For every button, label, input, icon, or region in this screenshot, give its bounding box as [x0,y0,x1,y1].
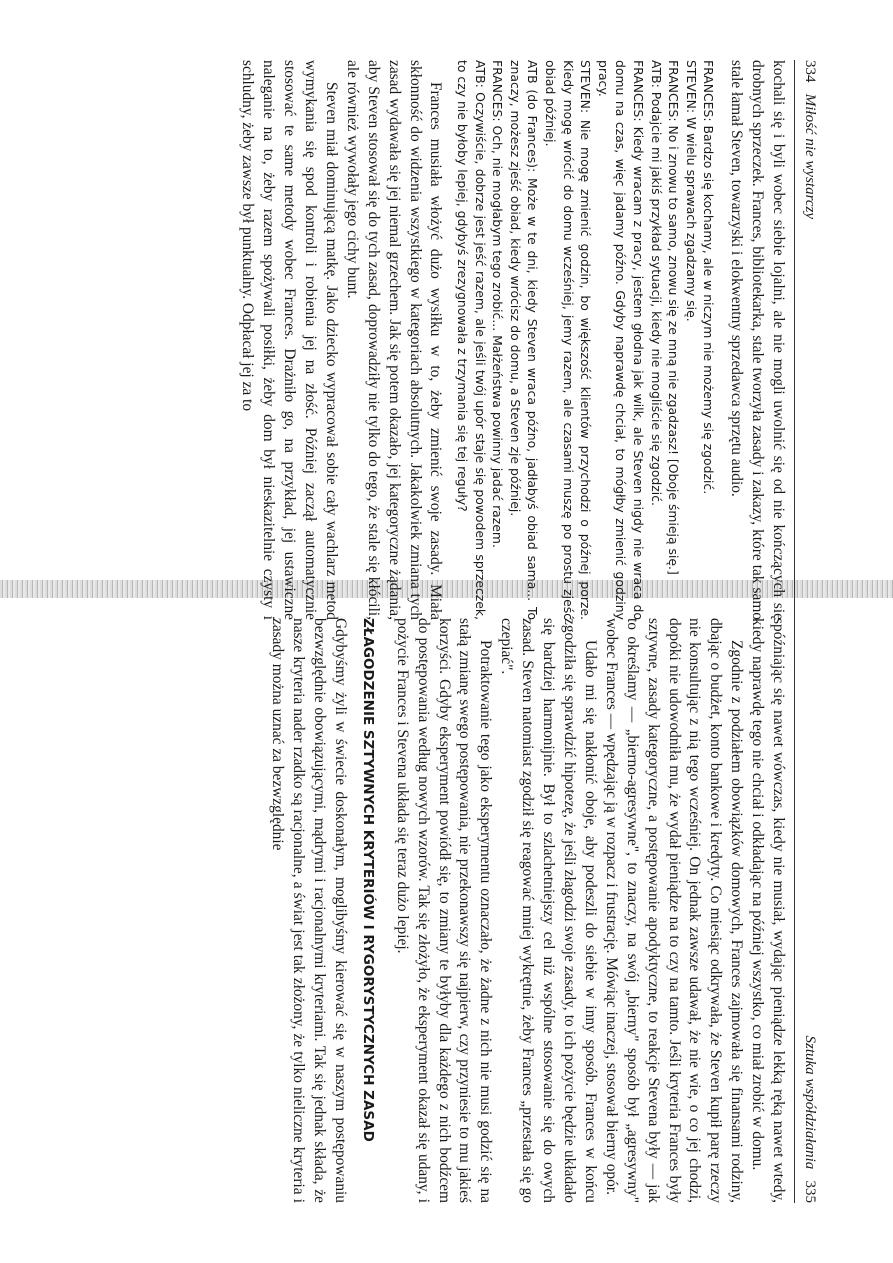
page-334 [30,60,820,620]
dialogue-line: ATB (do Frances): Może w te dni, kiedy Steven wraca późno, jadłabyś obiad sama... To znaczy, możesz zjeść obiad, kiedy wrócisz do domu, a Steven zje później. [507,60,541,620]
dialogue-line: ATB: Podajcie mi jakiś przykład sytuacji, kiedy nie mogliście się zgodzić. [648,60,664,506]
paragraph: Udało mi się nakłonić oboje, aby podeszli do siebie w inny sposób. Frances w końcu zgodziła się sprawdzić hipotezę, że jeśli złagodzi swoje zasady, to ich pożycie będzie układało się bardziej harmonijnie. Był to szlachetniejszy cel niż wspólne stosowanie się do owych zasad. Steven natomiast zgodził się reagować mniej wykrętnie, żeby Frances „przestała się go czepiać". [498,618,599,1203]
paragraph: spóźniając się nawet wówczas, kiedy nie musiał, wydając pieniądze lekką ręką nawet wtedy, kiedy naprawdę tego nie chciał i odkładając na później wszystko, co miał zrobić w domu. [749,618,788,1203]
page-number: 334 [802,60,818,83]
running-head: Sztuka współdziałania [802,1035,818,1170]
page-header-right [799,1035,820,1203]
dialogue-line: FRANCES: No i znowu to samo, znowu się ze mną nie zgadzasz! [Oboje śmieją się.] [666,60,682,575]
dialogue-line: ATB: Oczywiście, dobrze jest jeść razem, ale jeśli twój upór staje się powodem sprzeczek, to czy nie byłoby lepiej, gdybyś zrezygnowała z trzymania się tej reguły? [455,60,488,620]
dialogue-line: FRANCES: Bardzo się kochamy, ale w niczym nie możemy się zgodzić. [701,60,717,495]
page-header [794,618,820,1203]
page-number: 335 [802,1180,818,1203]
paragraph: Potraktowanie tego jako eksperymentu oznaczało, że żadne z nich nie musi godzić się na stałą zmianę swego postępowania, nie przekonawszy się najpierw, czy przyniesie to mu jakieś korzyści. Gdyby eksperyment powiódł się, to zmiany te byłyby dla każdego z nich bodźcem do postępowania według nowych wzorów. Tak się złożyło, że eksperyment okazał się udany, i pożycie Frances i Stevena układa się teraz dużo lepiej. [393,618,495,1203]
section-heading: ZŁAGODZENIE SZTYWNYCH KRYTERIÓW I RYGORYSTYCZNYCH ZASAD [359,618,376,1142]
dialogue-line: FRANCES: Och, nie mogłabym tego zrobić... Małżeństwa powinny jadać razem. [490,60,506,548]
running-head: Miłość nie wystarczy [802,93,818,220]
dialogue-line: FRANCES: Kiedy wracam z pracy, jestem głodna jak wilk, ale Steven nigdy nie wraca do domu na czas, więc jadamy późno. Gdyby naprawdę chciał, to mógłby zmienić godziny pracy. [595,60,646,620]
paragraph: Zgodnie z podziałem obowiązków domowych, Frances zajmowała się finansami rodziny, dbając o budżet, konto bankowe i kredyty. Co miesiąc odkrywała, że Steven kupił parę rzeczy nie konsultując z nią tego wcześniej. On jednak zawsze udawał, że nie wie, o co jej chodzi, dopóki nie udowodniła mu, że wydał pieniądze na to czy na tamto. Jeśli kryteria Frances były sztywne, zasady kategoryczne, a postępowanie apodyktyczne, to reakcje Stevena były — jak to określamy — „bierno-agresywne", to znaczy, na swój „bierny" sposób był „agresywny" wobec Frances — wpędzając ją w rozpacz i frustrację. Mówiąc inaczej, stosował bierny opór. [602,618,746,1203]
dialogue-line: STEVEN: W wielu sprawach zgadzamy się. [683,60,699,322]
paragraph: Frances musiała włożyć dużo wysiłku w to, żeby zmienić swoje zasady. Miała skłonność do widzenia wszystkiego w kategoriach absolutnych. Jakakolwiek zmiana tych zasad wydawała się jej niemal grzechem. Jak się potem okazało, jej kategoryczne żądania, aby Steven stosował się do tych zasad, doprowadziły nie tylko do tego, że stale się kłócili, ale również wywołały jego cichy bunt. [343,60,445,620]
page-header [794,60,820,620]
dialogue-line: STEVEN: Nie mogę zmienić godzin, bo większość klientów przychodzi o późnej porze. Kiedy mogę wrócić do domu wcześniej, jemy razem, ale czasami muszę po prostu zjeść obiad później. [543,60,594,620]
page-335 [30,618,820,1203]
paragraph: kochali się i byli wobec siebie lojalni, ale nie mogli uwolnić się od nie kończących się drobnych sprzeczek. Frances, bibliotekarka, stale tworzyła zasady i zakazy, które tak samo stale łamał Steven, towarzyski i elokwentny sprzedawca sprzętu audio. [728,60,788,620]
page-header-left [799,60,820,219]
paragraph: Steven miał dominującą matkę. Jako dziecko wypracował sobie cały wachlarz metod wymykania się spod kontroli i robienia jej na złość. Później zaczął automatycznie stosować te same metody wobec Frances. Drażniło go, na przykład, jej ustawiczne naleganie na to, żeby razem spożywali posiłki, żeby dom był nieskazitelnie czysty i schludny, żeby zawsze był punktualny. Odpłacał jej za to [239,60,340,620]
paragraph: Gdybyśmy żyli w świecie doskonałym, moglibyśmy kierować się w naszym postępowaniu bezwzględnie obowiązującymi, mądrymi i racjonalnymi kryteriami. Tak się jednak składa, że nasze kryteria nader rzadko są racjonalne, a świat jest tak złożony, że tylko nieliczne kryteria i zasady można uznać za bezwzględnie [269,618,349,1203]
